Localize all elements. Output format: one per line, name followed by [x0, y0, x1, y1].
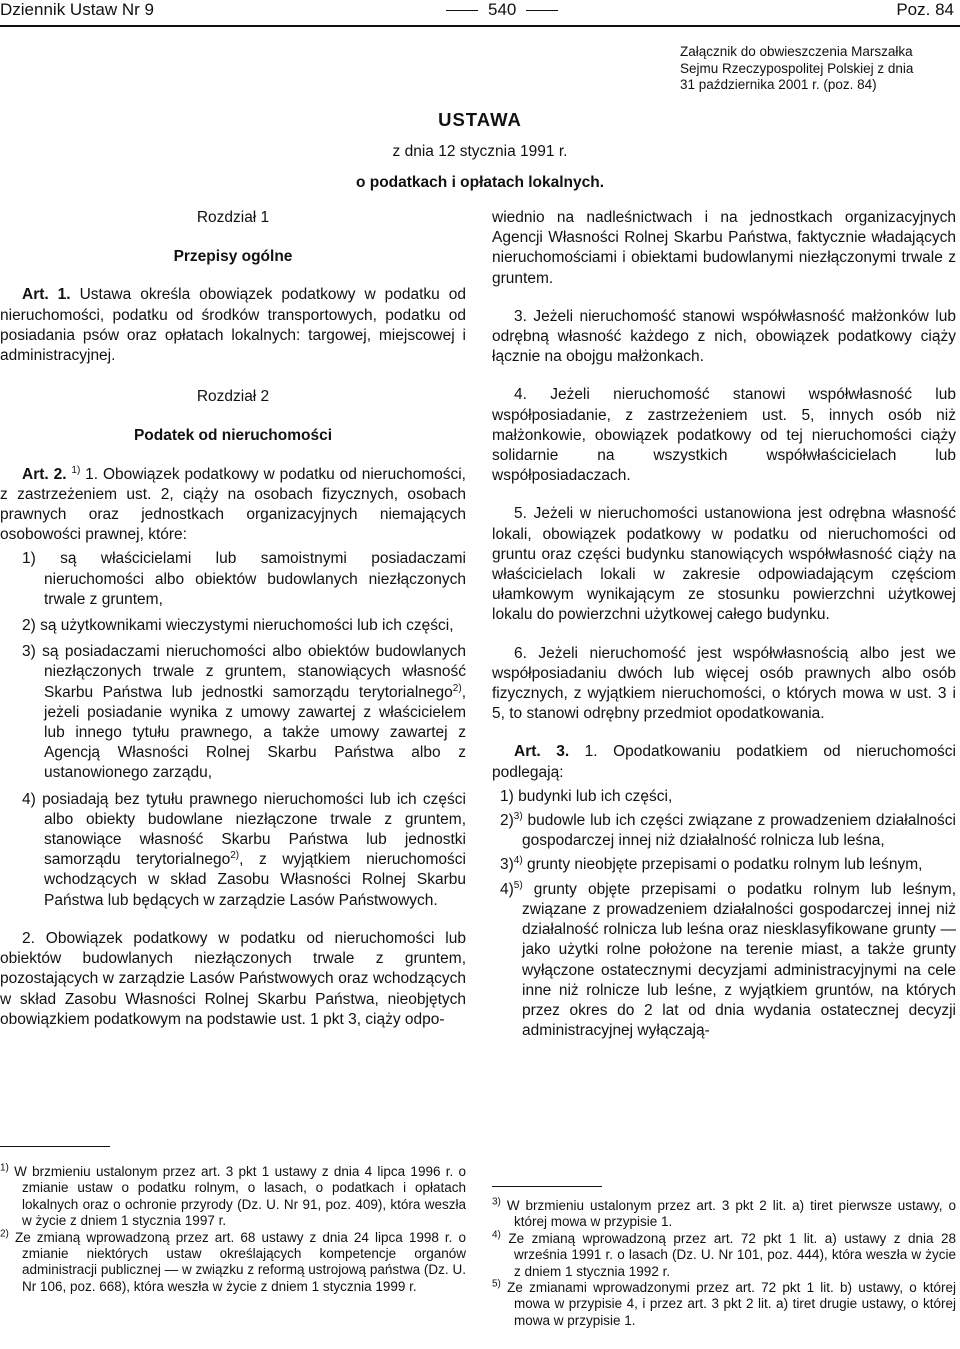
act-subject: o podatkach i opłatach lokalnych. — [355, 174, 605, 191]
journal-name: Dziennik Ustaw Nr 9 — [0, 0, 154, 19]
article-1: Art. 1. Ustawa określa obowiązek podatkowy w podatku od nieruchomości, podatku od środków transportowych, podatku od posiadania psów oraz opłatach lokalnych: targowej, miejscowej i administracyjnej. — [0, 286, 466, 365]
page-number-block — [436, 0, 568, 20]
annex-note — [680, 44, 956, 94]
footnote-3: $^{3)}$ W brzmieniu ustalonym przez art. 3 pkt 2 lit. a) tiret pierwsze ustawy, o której mowa w przypisie 1. — [492, 1196, 956, 1230]
footnote-5: $^{5)}$ Ze zmianami wprowadzonymi przez art. 72 pkt 1 lit. b) ustawy, o której mowa w przypisie 4, i przez art. 3 pkt 2 lit. a) tiret drugie ustawy, o której mowa w przypisie 1. — [492, 1278, 956, 1328]
header-dash-right — [526, 10, 558, 11]
page-number: 540 — [488, 0, 517, 19]
chapter-2-label: Rozdział 2 — [196, 388, 270, 406]
right-column — [492, 208, 956, 1041]
chapter-1-title: Przepisy ogólne — [173, 248, 293, 266]
act-title: USTAWA — [438, 109, 522, 130]
chapter-2-title: Podatek od nieruchomości — [133, 427, 333, 445]
article-2-item-2: 2) są użytkownikami wieczystymi nieruchomości lub ich części, — [22, 617, 454, 635]
article-3-item-1: 1) budynki lub ich części, — [500, 787, 673, 805]
article-2-item-1: 1) są właścicielami lub samoistnymi posiadaczami nieruchomości albo obiektów budowlanych niezłączonych trwale z gruntem, — [22, 550, 466, 608]
footnote-1: $^{1)}$ W brzmieniu ustalonym przez art. 3 pkt 1 ustawy z dnia 4 lipca 1996 r. o zmianie ustaw o podatku rolnym, o lasach, o podatkach i opłatach lokalnych oraz o ochronie przyrody (Dz. U. Nr 91, poz. 409), która weszła w życie z dniem 1 stycznia 1997 r. — [0, 1162, 466, 1229]
annex-line: 31 października 2001 r. (poz. 84) — [680, 77, 877, 92]
article-2-para-5: 5. Jeżeli w nieruchomości ustanowiona jest odrębna własność lokali, obowiązek podatkowy w podatku od nieruchomości od gruntu oraz części budynku stanowiących współwłasność ciąży na właścicielach lokali w zakresie odpowiadającym częściom ułamkowym wynikającym ze stosunku powierzchni użytkowej lokalu do powierzchni użytkowej całego budynku. — [492, 505, 956, 624]
article-2-para-6: 6. Jeżeli nieruchomość jest współwłasnością albo jest we współposiadaniu dwóch lub więcej osób prawnych albo osób fizycznych, z wyjątkiem nieruchomości, o których mowa w ust. 3 i 5, to stanowi odrębny przedmiot opodatkowania. — [492, 644, 956, 723]
article-2-para-1: Art. 2. $^{1)}$ 1. Obowiązek podatkowy w podatku od nieruchomości, z zastrzeżeniem ust. 2, ciąży na osobach fizycznych, osobach prawnych oraz jednostkach organizacyjnych niemających osobowości prawnej, które: — [0, 464, 466, 544]
footnote-rule-left — [0, 1146, 110, 1147]
footnote-4: $^{4)}$ Ze zmianą wprowadzoną przez art. 72 pkt 1 lit. a) ustawy z dnia 28 września 1991 r. o lasach (Dz. U. Nr 101, poz. 444), która weszła w życie z dniem 1 stycznia 1992 r. — [492, 1229, 956, 1279]
article-2-item-3: 3) są posiadaczami nieruchomości albo obiektów budowlanych niezłączonych trwale z gruntem, stanowiących własność Skarbu Państwa lub jednostki samorządu terytorialnego$^{2)}$, jeżeli posiadanie wynika z umowy zawartej z właścicielem lub innego tytułu prawnego, a także umowy zawartej z Agencją Własności Rolnej Skarbu Państwa albo z ustanowionego zarządu, — [22, 643, 466, 782]
annex-line: Załącznik do obwieszczenia Marszałka — [680, 44, 913, 59]
left-column — [0, 208, 466, 1030]
article-3-item-2: 2)$^{3)}$ budowle lub ich części związane z prowadzeniem działalności gospodarczej innej niż działalność rolnicza lub leśna, — [500, 810, 956, 850]
article-2-item-4: 4) posiadają bez tytułu prawnego nieruchomości lub ich części albo obiekty budowlane niezłączone trwale z gruntem, stanowiące własność Skarbu Państwa lub jednostki samorządu terytorialnego$^{2)}$, z wyjątkiem nieruchomości wchodzących w skład Zasobu Własności Rolnej Skarbu Państwa lub będących w zarządzie Lasów Państwowych. — [22, 790, 466, 909]
footnote-2: $^{2)}$ Ze zmianą wprowadzoną przez art. 68 ustawy z dnia 24 lipca 1998 r. o zmianie niektórych ustaw określających kompetencje organów administracji publicznej — w związku z reformą ustrojową państwa (Dz. U. Nr 106, poz. 668), która weszła w życie z dniem 1 stycznia 1999 r. — [0, 1228, 466, 1294]
header-dash-left — [446, 10, 478, 11]
article-3-item-3: 3)$^{4)}$ grunty nieobjęte przepisami o podatku rolnym lub leśnym, — [500, 855, 923, 874]
article-3-para-1: Art. 3. 1. Opodatkowaniu podatkiem od nieruchomości podlegają: — [492, 743, 957, 781]
article-2-para-2: 2. Obowiązek podatkowy w podatku od nieruchomości lub obiektów budowlanych niezłączonych trwale z gruntem, pozostających w zarządzie Lasów Państwowych oraz wchodzących w skład Zasobu Własności Rolnej Skarbu Państwa, nieobjętych obowiązkiem podatkowym na podstawie ust. 1 pkt 3, ciąży odpo- — [0, 929, 466, 1028]
position-number: Poz. 84 — [896, 0, 954, 19]
article-2-para-3: 3. Jeżeli nieruchomość stanowi współwłasność małżonków lub odrębną własność każdego z nich, obowiązek podatkowy ciąży łącznie na obojgu małżonkach. — [492, 307, 956, 366]
header-rule — [0, 25, 960, 27]
footnotes-left — [0, 1164, 466, 1295]
footnote-rule-right — [492, 1186, 602, 1187]
annex-line: Sejmu Rzeczypospolitej Polskiej z dnia — [680, 60, 914, 76]
article-3-item-4: 4)$^{5)}$ grunty objęte przepisami o podatku rolnym lub leśnym, związane z prowadzeniem działalności gospodarczej innej niż działalność rolnicza lub leśna oraz niesklasyfikowane grunty — jako użytki rolne położone na terenie miast, a także grunty wyłączone ostatecznymi decyzjami administracyjnymi na cele inne niż rolnicze lub leśne, z wyjątkiem gruntów, na których przez okres do 2 lat od dnia wydania ostatecznej decyzji administracyjnej wyłączają- — [500, 879, 956, 1040]
article-2-para-4: 4. Jeżeli nieruchomość stanowi współwłasność lub współposiadanie, z zastrzeżeniem ust. 5, innych osób niż małżonkowie, obowiązek podatkowy od tej nieruchomości ciąży solidarnie na wszystkich współwłaścicielach lub współposiadaczach. — [492, 386, 956, 485]
act-date: z dnia 12 stycznia 1991 r. — [392, 143, 568, 160]
article-2-para-2-continued: wiednio na nadleśnictwach i na jednostkach organizacyjnych Agencji Własności Rolnej Skarbu Państwa, faktycznie władających nieruchomościami i obiektami budowlanymi niezłączonymi trwale z gruntem. — [492, 209, 956, 287]
chapter-1-label: Rozdział 1 — [196, 209, 270, 226]
footnotes-right — [492, 1198, 956, 1329]
